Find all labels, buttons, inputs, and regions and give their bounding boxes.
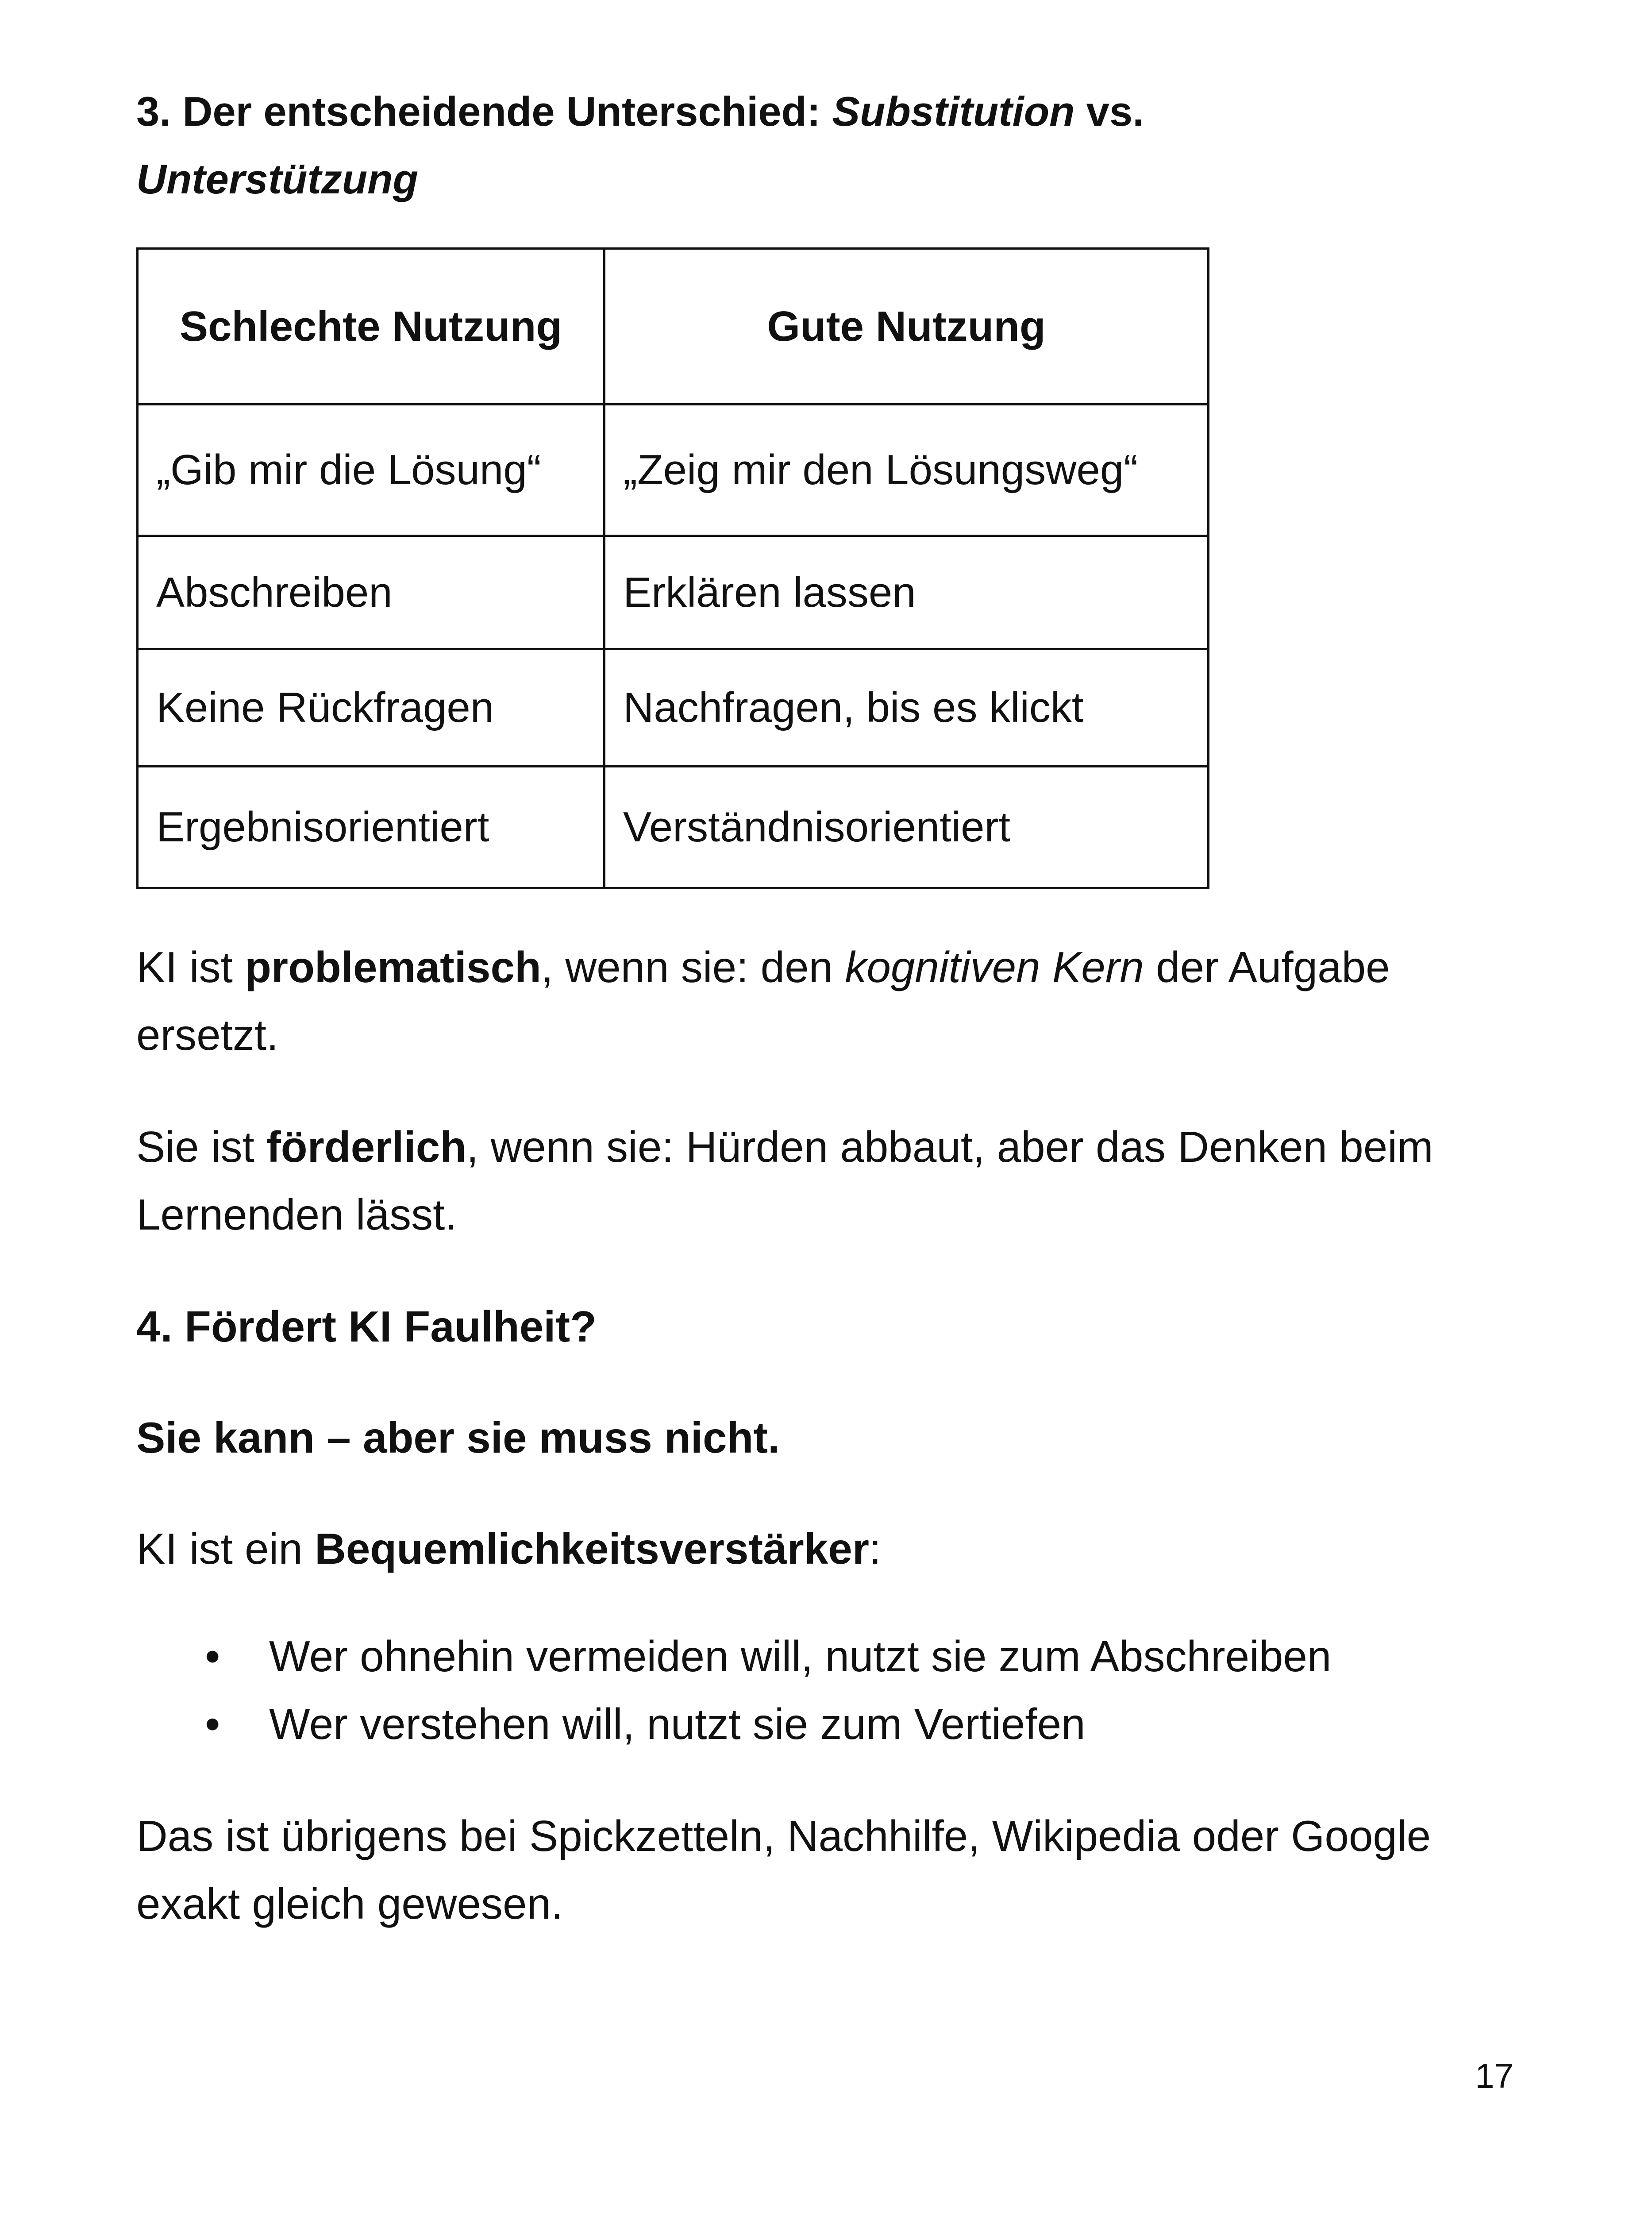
paragraph-amplifier [136,1515,1508,1583]
table-cell-bad: „Gib mir die Lösung“ [138,405,605,536]
para1-bold-problematisch: problematisch [245,943,541,991]
para3-pre: KI ist ein [136,1524,315,1573]
para2-bold-foerderlich: förderlich [266,1122,467,1171]
list-item-text: Wer verstehen will, nutzt sie zum Vertiefen [269,1700,1086,1748]
section-3-substitution: Substitution [832,88,1075,135]
page-number: 17 [1475,2056,1513,2095]
para1-mid: , wenn sie: den [541,943,845,991]
section-4-heading: 4. Fördert KI Faulheit? [136,1302,597,1351]
section-3-unterstuetzung: Unterstützung [136,156,419,202]
table-cell-bad: Ergebnisorientiert [138,767,605,888]
table-cell-good: Nachfragen, bis es klickt [605,649,1209,767]
list-item [136,1690,1508,1758]
bullet-list [136,1623,1508,1758]
bullet-icon: • [205,1632,220,1681]
section-4-subheading: Sie kann – aber sie muss nicht. [136,1413,780,1462]
table-cell-good: „Zeig mir den Lösungsweg“ [605,405,1209,536]
paragraph-closing: Das ist übrigens bei Spickzetteln, Nachhilfe, Wikipedia oder Google exakt gleich gewesen. [136,1812,1431,1928]
section-3-number-text: 3. Der entscheidende Unterschied: [136,88,832,135]
table-header-bad-usage: Schlechte Nutzung [138,249,605,405]
para1-post: der Aufgabe ersetzt. [136,943,1390,1059]
section-3-heading [136,77,1508,213]
bullet-icon: • [205,1700,220,1748]
paragraph-beneficial [136,1113,1508,1249]
list-item-text: Wer ohnehin vermeiden will, nutzt sie zum Abschreiben [269,1632,1332,1681]
table-header-row [138,249,1209,405]
table-row [138,405,1209,536]
section-3-vs: vs. [1074,88,1144,135]
para1-pre: KI ist [136,943,245,991]
table-row [138,649,1209,767]
para2-post: , wenn sie: Hürden abbaut, aber das Denken beim Lernenden lässt. [136,1122,1433,1239]
paragraph-problematic [136,933,1508,1069]
para2-pre: Sie ist [136,1122,267,1171]
table-cell-bad: Abschreiben [138,536,605,649]
para1-italic-kern: kognitiven Kern [845,943,1144,991]
table-cell-good: Erklären lassen [605,536,1209,649]
para3-post: : [869,1524,882,1573]
table-header-good-usage: Gute Nutzung [605,249,1209,405]
para3-bold-bequemlichkeit: Bequemlichkeitsverstärker [315,1524,869,1573]
comparison-table [136,247,1209,889]
page-content [136,77,1508,1938]
table-row [138,767,1209,888]
table-cell-bad: Keine Rückfragen [138,649,605,767]
table-cell-good: Verständnisorientiert [605,767,1209,888]
table-row [138,536,1209,649]
list-item [136,1623,1508,1690]
